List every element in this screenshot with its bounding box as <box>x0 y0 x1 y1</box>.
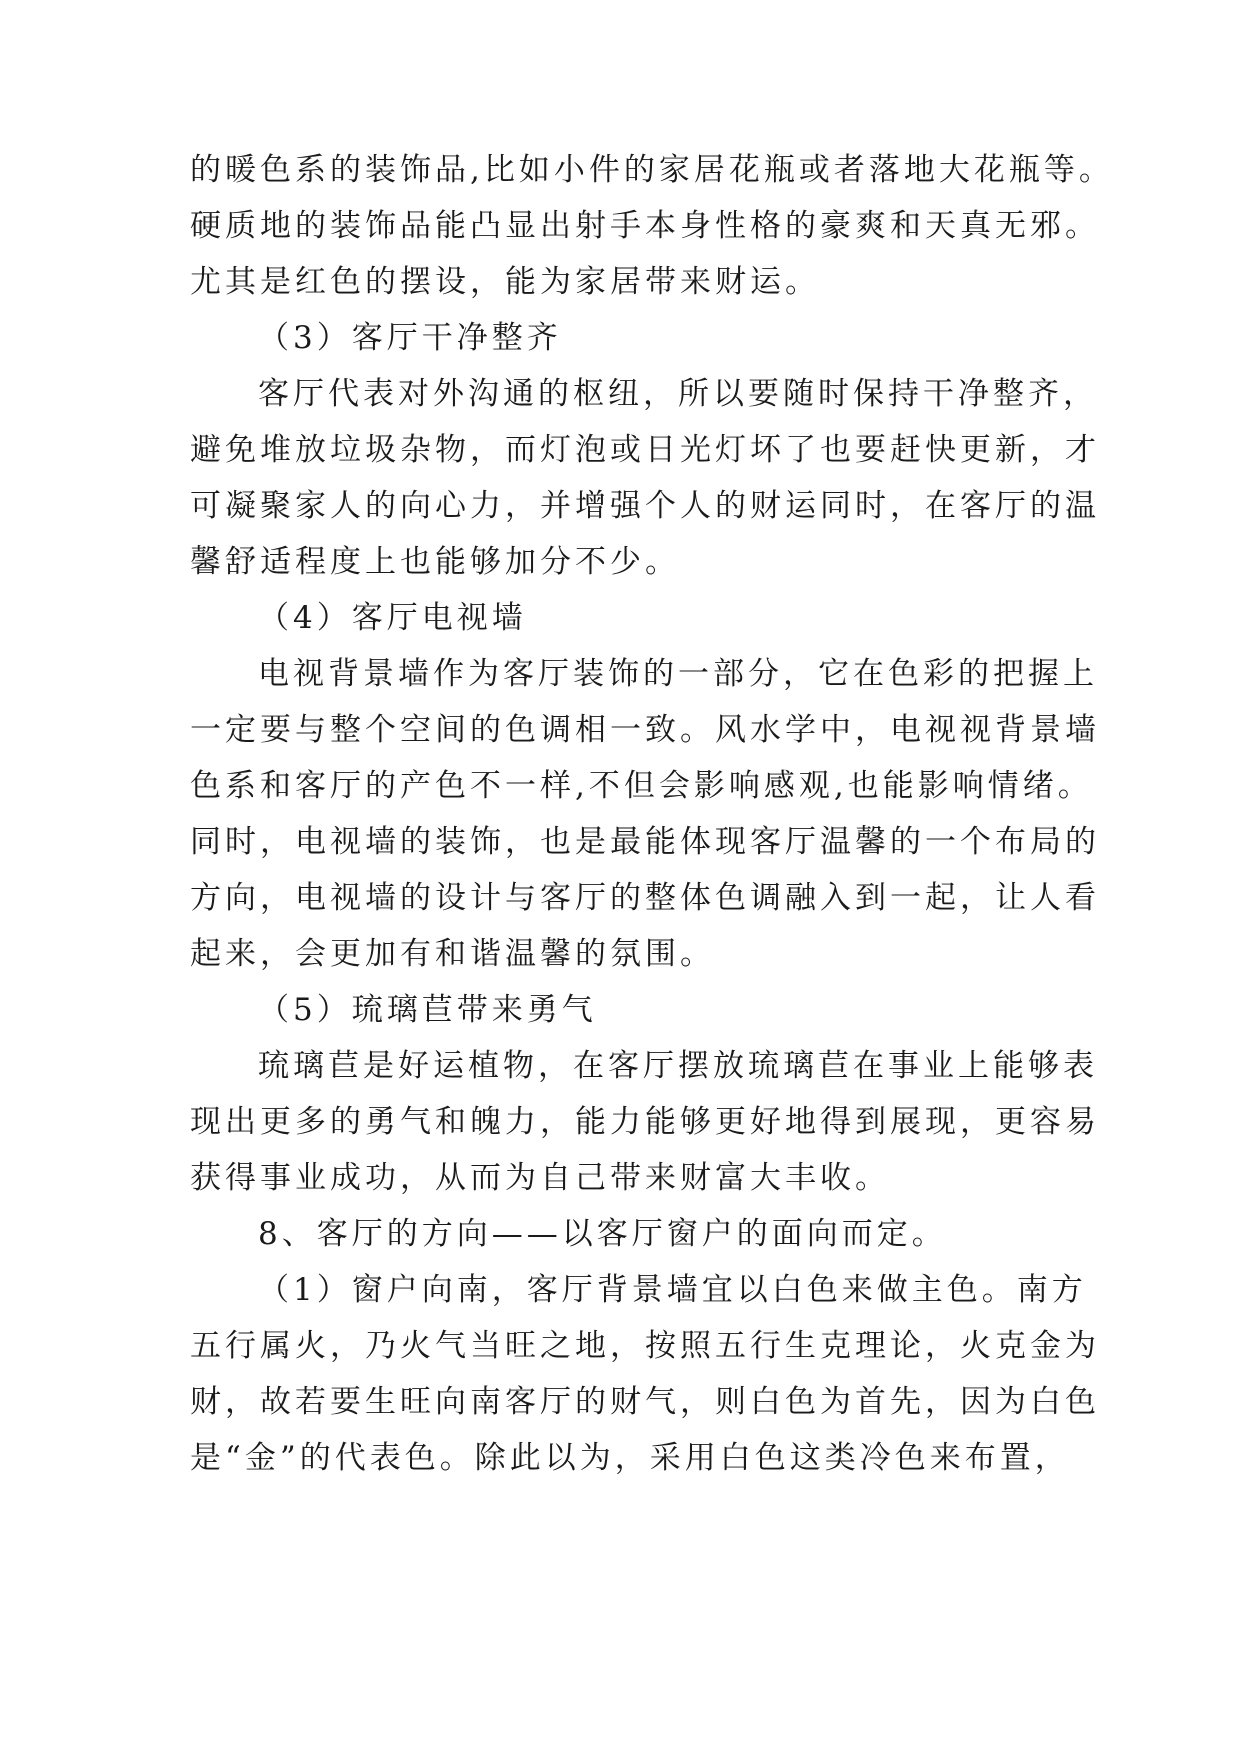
body-text-line: 色系和客厅的产色不一样,不但会影响感观,也能影响情绪。 <box>190 768 1093 804</box>
body-text-line: 可凝聚家人的向心力，并增强个人的财运同时，在客厅的温 <box>190 488 1100 524</box>
body-text-line: 一定要与整个空间的色调相一致。风水学中，电视视背景墙 <box>190 712 1100 748</box>
body-text-line: 客厅代表对外沟通的枢纽，所以要随时保持干净整齐， <box>258 376 1098 412</box>
section-heading: （4）客厅电视墙 <box>258 600 527 636</box>
body-text-line: 现出更多的勇气和魄力，能力能够更好地得到展现，更容易 <box>190 1104 1100 1140</box>
body-text-line: 起来，会更加有和谐温馨的氛围。 <box>190 936 715 972</box>
body-text-line: 馨舒适程度上也能够加分不少。 <box>190 544 680 580</box>
section-heading: （5）琉璃苣带来勇气 <box>258 992 597 1028</box>
body-text-line: 同时，电视墙的装饰，也是最能体现客厅温馨的一个布局的 <box>190 824 1100 860</box>
body-text-line: （1）窗户向南，客厅背景墙宜以白色来做主色。南方 <box>258 1272 1087 1308</box>
body-text-line: 方向，电视墙的设计与客厅的整体色调融入到一起，让人看 <box>190 880 1100 916</box>
body-text-line: 财，故若要生旺向南客厅的财气，则白色为首先，因为白色 <box>190 1384 1100 1420</box>
body-text-line: 的暖色系的装饰品,比如小件的家居花瓶或者落地大花瓶等。 <box>190 152 1114 188</box>
body-text-line: 五行属火，乃火气当旺之地，按照五行生克理论，火克金为 <box>190 1328 1100 1364</box>
body-text-line: 硬质地的装饰品能凸显出射手本身性格的豪爽和天真无邪。 <box>190 208 1100 244</box>
body-text-line: 电视背景墙作为客厅装饰的一部分，它在色彩的把握上 <box>258 656 1098 692</box>
body-text-line: 是“金”的代表色。除此以为，采用白色这类冷色来布置， <box>190 1440 1070 1476</box>
body-text-line: 获得事业成功，从而为自己带来财富大丰收。 <box>190 1160 890 1196</box>
body-text-line: 避免堆放垃圾杂物，而灯泡或日光灯坏了也要赶快更新，才 <box>190 432 1100 468</box>
body-text-line: 尤其是红色的摆设，能为家居带来财运。 <box>190 264 820 300</box>
section-heading: （3）客厅干净整齐 <box>258 320 562 356</box>
body-text-line: 琉璃苣是好运植物，在客厅摆放琉璃苣在事业上能够表 <box>258 1048 1098 1084</box>
section-heading: 8、客厅的方向——以客厅窗户的面向而定。 <box>258 1216 947 1252</box>
